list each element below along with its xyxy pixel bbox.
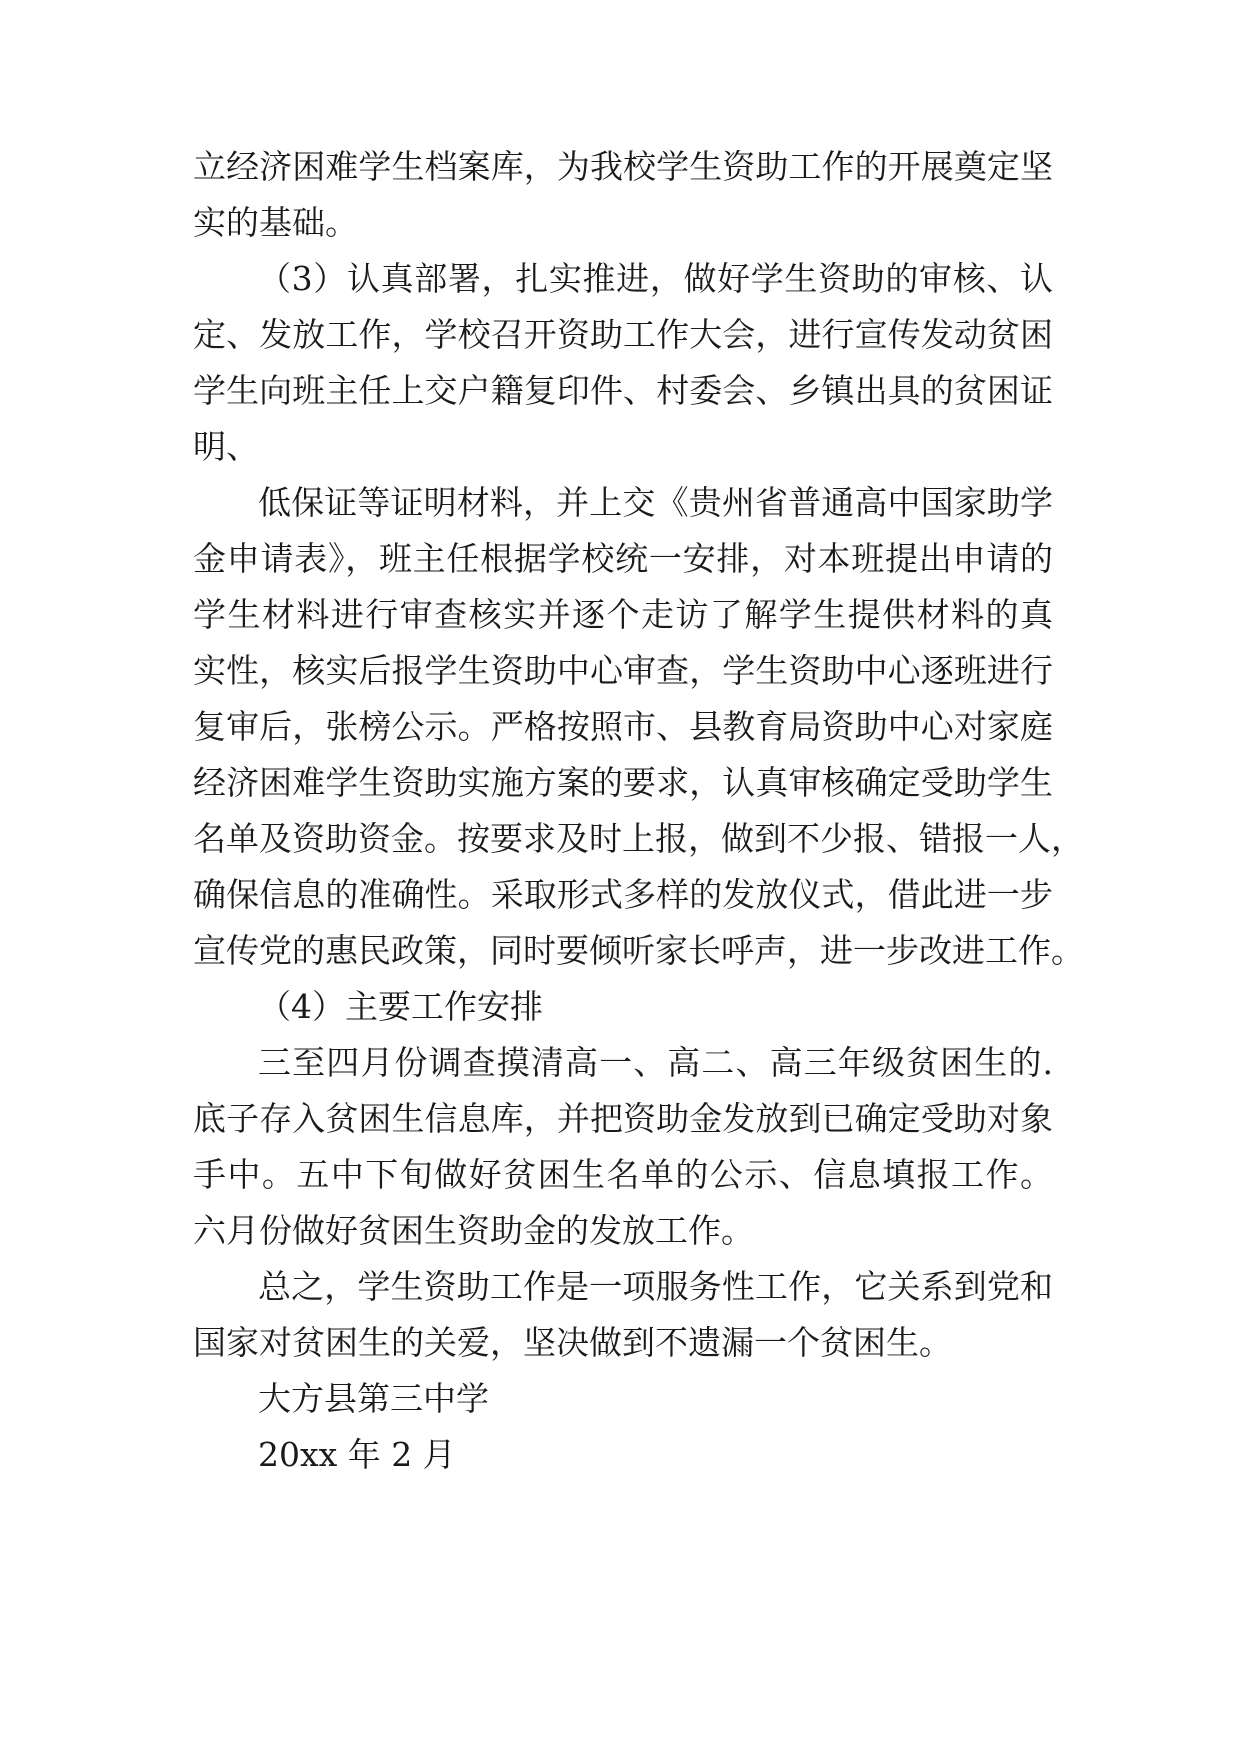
paragraph-line: 学生向班主任上交户籍复印件、村委会、乡镇出具的贫困证 bbox=[193, 371, 1053, 410]
paragraph-line: 定、发放工作，学校召开资助工作大会，进行宣传发动贫困 bbox=[193, 315, 1053, 354]
paragraph-line: 确保信息的准确性。采取形式多样的发放仪式，借此进一步 bbox=[193, 875, 1053, 914]
signature-date: 20xx 年 2 月 bbox=[258, 1435, 456, 1474]
paragraph-line: 立经济困难学生档案库，为我校学生资助工作的开展奠定坚 bbox=[193, 147, 1053, 186]
paragraph-line: 底子存入贫困生信息库，并把资助金发放到已确定受助对象 bbox=[193, 1099, 1053, 1138]
paragraph-line: 复审后，张榜公示。严格按照市、县教育局资助中心对家庭 bbox=[193, 707, 1053, 746]
paragraph-line: 手中。五中下旬做好贫困生名单的公示、信息填报工作。 bbox=[193, 1155, 1053, 1194]
paragraph-line: 明、 bbox=[193, 427, 259, 466]
paragraph-line: 国家对贫困生的关爱，坚决做到不遗漏一个贫困生。 bbox=[193, 1323, 952, 1362]
paragraph-line: 学生材料进行审查核实并逐个走访了解学生提供材料的真 bbox=[193, 595, 1053, 634]
paragraph-line: 实的基础。 bbox=[193, 203, 358, 242]
paragraph-line: 总之，学生资助工作是一项服务性工作，它关系到党和 bbox=[258, 1267, 1053, 1306]
paragraph-line: 金申请表》，班主任根据学校统一安排，对本班提出申请的 bbox=[193, 539, 1053, 578]
paragraph-line: 低保证等证明材料，并上交《贵州省普通高中国家助学 bbox=[258, 483, 1053, 522]
paragraph-line: 经济困难学生资助实施方案的要求，认真审核确定受助学生 bbox=[193, 763, 1053, 802]
paragraph-line: 三至四月份调查摸清高一、高二、高三年级贫困生的. bbox=[258, 1043, 1053, 1082]
paragraph-line: 六月份做好贫困生资助金的发放工作。 bbox=[193, 1211, 754, 1250]
paragraph-line: （3）认真部署，扎实推进，做好学生资助的审核、认 bbox=[258, 259, 1053, 298]
paragraph-line: 名单及资助资金。按要求及时上报，做到不少报、错报一人， bbox=[193, 819, 1084, 858]
paragraph-line: 宣传党的惠民政策，同时要倾听家长呼声，进一步改进工作。 bbox=[193, 931, 1084, 970]
section-heading: （4）主要工作安排 bbox=[258, 987, 543, 1026]
signature-organization: 大方县第三中学 bbox=[258, 1379, 489, 1418]
paragraph-line: 实性，核实后报学生资助中心审查，学生资助中心逐班进行 bbox=[193, 651, 1053, 690]
